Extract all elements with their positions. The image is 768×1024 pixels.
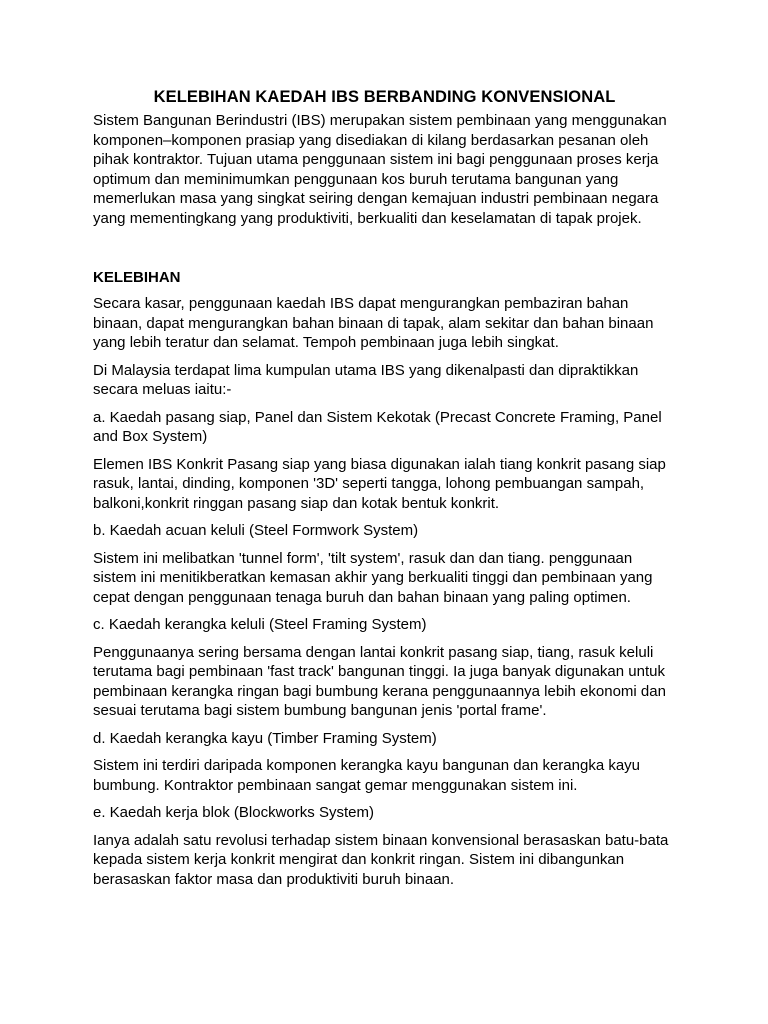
section-heading-kelebihan: KELEBIHAN bbox=[93, 269, 181, 286]
item-c-description: Penggunaanya sering bersama dengan lantai konkrit pasang siap, tiang, rasuk keluli terutama bagi pembinaan 'fast track' bangunan tinggi. Ia juga banyak digunakan untuk pembinaan kerangka ringan bagi bumbung kerana penggunaannya lebih ekonomi dan sesuai terutama bagi sistem bumbung bangunan jenis 'portal frame'. bbox=[93, 643, 666, 719]
item-d-description: Sistem ini terdiri daripada komponen kerangka kayu bangunan dan kerangka kayu bumbung. Kontraktor pembinaan sangat gemar menggunakan sistem ini. bbox=[93, 757, 641, 794]
item-b-description: Sistem ini melibatkan 'tunnel form', 'tilt system', rasuk dan dan tiang. penggunaan sistem ini menitikberatkan kemasan akhir yang berkualiti tinggi dan pembinaan yang cepat dengan penggunaan tenaga buruh dan bahan binaan yang paling optimen. bbox=[93, 549, 653, 606]
item-c-heading: c. Kaedah kerangka keluli (Steel Framing System) bbox=[93, 616, 427, 633]
item-a-heading: a. Kaedah pasang siap, Panel dan Sistem Kekotak (Precast Concrete Framing, Panel and Box System) bbox=[93, 408, 662, 445]
item-a-description: Elemen IBS Konkrit Pasang siap yang biasa digunakan ialah tiang konkrit pasang siap rasuk, lantai, dinding, komponen '3D' seperti tangga, lohong pembuangan sampah, balkoni,konkrit ringgan pasang siap dan kotak bentuk konkrit. bbox=[93, 455, 666, 512]
paragraph-overview: Secara kasar, penggunaan kaedah IBS dapat mengurangkan pembaziran bahan binaan, dapat mengurangkan bahan binaan di tapak, alam sekitar dan bahan binaan yang lebih teratur dan selamat. Tempoh pembinaan juga lebih singkat. bbox=[93, 295, 654, 351]
item-e-heading: e. Kaedah kerja blok (Blockworks System) bbox=[93, 804, 374, 821]
document-title: KELEBIHAN KAEDAH IBS BERBANDING KONVENSIONAL bbox=[153, 88, 616, 106]
paragraph-ibs-groups: Di Malaysia terdapat lima kumpulan utama IBS yang dikenalpasti dan dipraktikkan secara meluas iaitu:- bbox=[93, 361, 639, 398]
item-b-heading: b. Kaedah acuan keluli (Steel Formwork System) bbox=[93, 522, 419, 539]
intro-paragraph: Sistem Bangunan Berindustri (IBS) merupakan sistem pembinaan yang menggunakan komponen–komponen prasiap yang disediakan di kilang berdasarkan pesanan oleh pihak kontraktor. Tujuan utama penggunaan sistem ini bagi penggunaan proses kerja optimum dan meminimumkan penggunaan kos buruh terutama bangunan yang memerlukan masa yang singkat seiring dengan kemajuan industri pembinaan negara yang mementingkang yang produktiviti, berkualiti dan keselamatan di tapak projek. bbox=[93, 112, 667, 227]
item-d-heading: d. Kaedah kerangka kayu (Timber Framing System) bbox=[93, 729, 437, 747]
item-e-description: Ianya adalah satu revolusi terhadap sistem binaan konvensional berasaskan batu-bata kepada sistem kerja konkrit mengirat dan konkrit ringan. Sistem ini dibangunkan berasaskan faktor masa dan produktiviti buruh binaan. bbox=[93, 831, 669, 888]
